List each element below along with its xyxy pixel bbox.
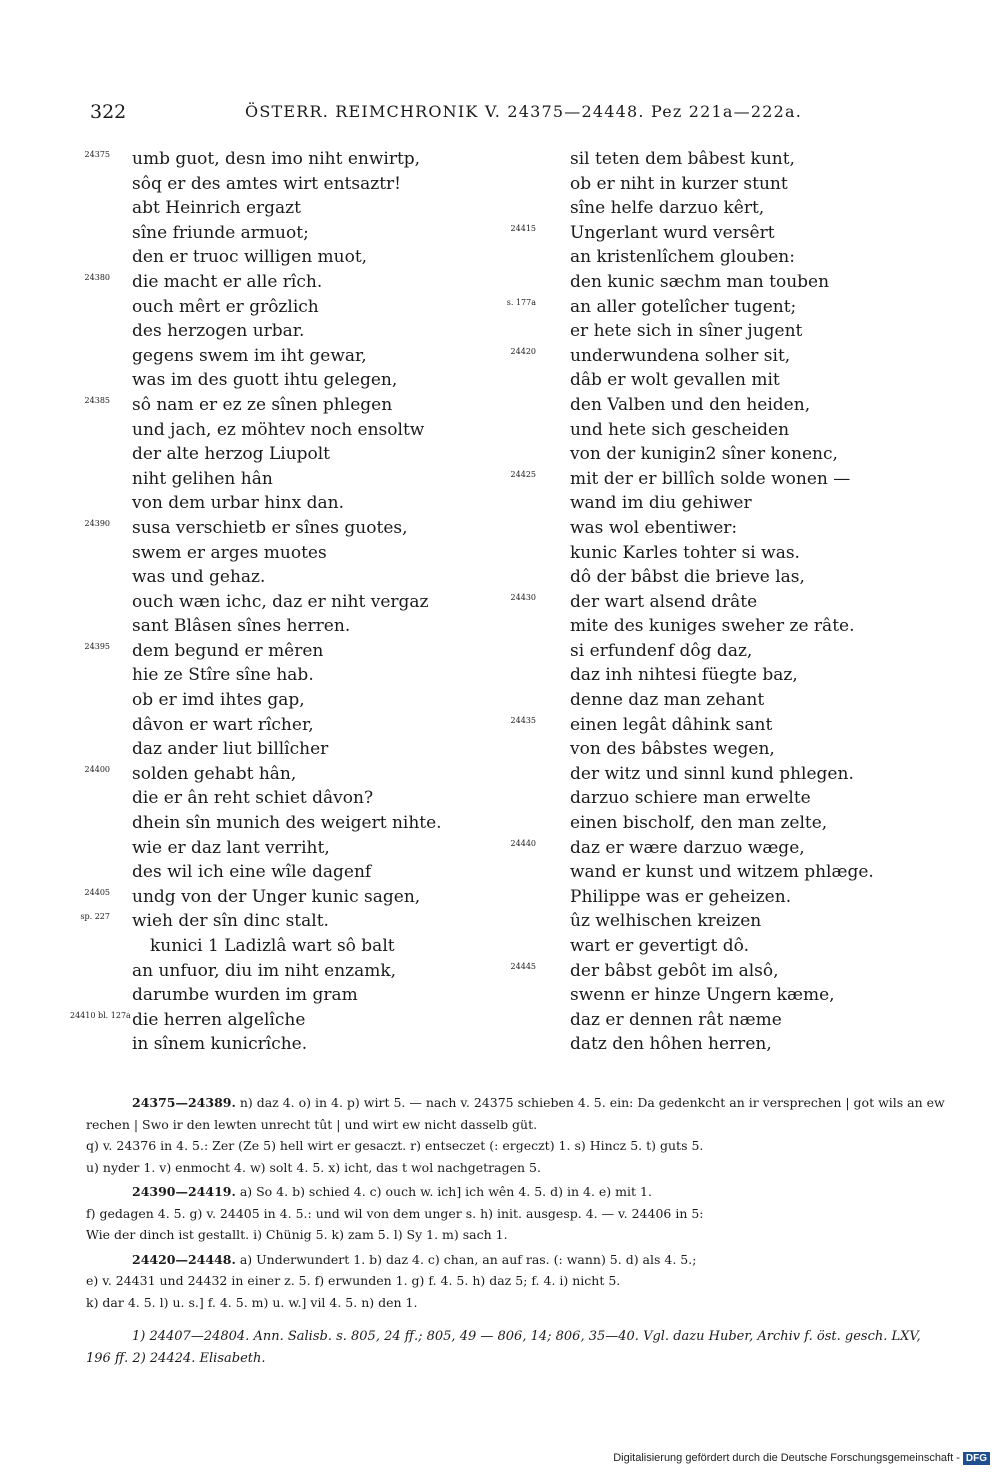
apparatus-line — [86, 1135, 948, 1157]
verse-line — [84, 516, 480, 541]
verse-line — [532, 786, 912, 811]
verse-text: sô nam er ez ze sînen phlegen — [132, 394, 393, 415]
line-number: 24410 bl. 127a — [70, 1010, 131, 1020]
verse-text: was im des guott ihtu gelegen, — [132, 370, 398, 391]
verse-text: in sînem kunicrîche. — [132, 1034, 308, 1055]
running-title: ÖSTERR. REIMCHRONIK V. 24375—24448. Pez 221a—222a. — [245, 102, 803, 121]
verse-line — [510, 344, 912, 369]
verse-line — [90, 836, 480, 861]
verse-line — [90, 418, 480, 443]
verse-line — [532, 516, 912, 541]
verse-line — [90, 737, 480, 762]
verse-line — [84, 762, 480, 787]
verse-text: undg von der Unger kunic sagen, — [132, 886, 421, 907]
verse-line — [532, 172, 912, 197]
verse-text: an unfuor, diu im niht enzamk, — [132, 960, 397, 981]
verse-text: dô der bâbst die brieve las, — [570, 567, 805, 588]
verse-text: daz inh nihtesi füegte baz, — [570, 665, 798, 686]
verse-text: die er ân reht schiet dâvon? — [132, 788, 374, 809]
verse-line — [532, 368, 912, 393]
verse-text: den er truoc willigen muot, — [132, 247, 368, 268]
line-number: 24385 — [84, 395, 110, 405]
verse-line — [510, 959, 912, 984]
verse-text: dâb er wolt gevallen mit — [570, 370, 780, 391]
verse-line — [532, 565, 912, 590]
verse-line — [90, 983, 480, 1008]
line-number: 24445 — [510, 961, 536, 971]
verse-text: ouch mêrt er grôzlich — [132, 296, 319, 317]
verse-text: kunici 1 Ladizlâ wart sô balt — [150, 936, 395, 956]
verse-line — [90, 713, 480, 738]
verse-line — [90, 467, 480, 492]
verse-line — [532, 442, 912, 467]
right-verse-column — [506, 147, 912, 1057]
verse-text: Ungerlant wurd versêrt — [570, 222, 775, 243]
verse-text: was wol ebentiwer: — [570, 517, 738, 538]
verse-line — [532, 1008, 912, 1033]
line-number: 24375 — [84, 150, 110, 159]
verse-text: darumbe wurden im gram — [132, 985, 358, 1006]
verse-line — [532, 245, 912, 270]
verse-text: denne daz man zehant — [570, 690, 765, 711]
verse-line — [532, 983, 912, 1008]
verse-line — [532, 860, 912, 885]
verse-text: sîne helfe darzuo kêrt, — [570, 198, 765, 219]
verse-line — [90, 541, 480, 566]
verse-line — [532, 1032, 912, 1057]
line-number: s. 177a — [506, 297, 536, 307]
verse-text: wieh der sîn dinc stalt. — [132, 911, 329, 932]
verse-text: gegens swem im iht gewar, — [132, 345, 367, 366]
verse-text: daz er wære darzuo wæge, — [570, 837, 805, 858]
verse-line — [532, 909, 912, 934]
line-number: 24400 — [84, 764, 110, 774]
footnote-text: 1) 24407—24804. Ann. Salisb. s. 805, 24 ff.; 805, 49 — 806, 14; 806, 35—40. Vgl. dazu Huber, Archiv f. öst. gesch. LXV, 196 ff. 2) 24424. Elisabeth. — [86, 1329, 921, 1366]
line-number: 24420 — [510, 346, 536, 356]
verse-line — [90, 590, 480, 615]
verse-text: an kristenlîchem glouben: — [570, 247, 795, 268]
verse-text: mite des kuniges sweher ze râte. — [570, 616, 855, 637]
verse-line — [90, 688, 480, 713]
verse-text: darzuo schiere man erwelte — [570, 788, 811, 809]
apparatus-text: n) daz 4. o) in 4. p) wirt 5. — nach v. 24375 schieben 4. 5. ein: Da gedenkcht an ir versprechen | got wils an ew rechen | Swo ir den lewten unrecht tût | und wirt ew nicht dasselb güt. — [86, 1095, 945, 1132]
verse-line — [510, 590, 912, 615]
verse-text: susa verschietb er sînes guotes, — [132, 517, 408, 538]
apparatus-text: k) dar 4. 5. l) u. s.] f. 4. 5. m) u. w.] vil 4. 5. n) den 1. — [86, 1294, 418, 1310]
line-number: 24435 — [510, 715, 536, 725]
verse-text: der bâbst gebôt im alsô, — [570, 960, 779, 981]
apparatus-group — [86, 1181, 948, 1246]
verse-text: der wart alsend drâte — [570, 591, 758, 612]
footnotes — [86, 1326, 948, 1369]
verse-line — [506, 295, 912, 320]
page-number: 322 — [90, 101, 127, 123]
apparatus-line — [86, 1270, 948, 1292]
verse-line — [90, 860, 480, 885]
verse-text: ouch wæn ichc, daz er niht vergaz — [132, 591, 429, 612]
critical-apparatus — [86, 1092, 948, 1313]
line-number: 24415 — [510, 223, 536, 233]
verse-text: sôq er des amtes wirt entsaztr! — [132, 173, 401, 194]
line-number: 24430 — [510, 592, 536, 602]
verse-line — [532, 885, 912, 910]
verse-text: wie er daz lant verriht, — [132, 837, 330, 858]
verse-text: einen bischolf, den man zelte, — [570, 813, 828, 834]
dfg-logo-icon: DFG — [963, 1452, 990, 1465]
verse-line — [90, 221, 480, 246]
apparatus-text: f) gedagen 4. 5. g) v. 24405 in 4. 5.: und wil von dem unger s. h) init. ausgesp. 4. — v. 24406 in 5: — [86, 1205, 704, 1221]
verse-line — [84, 270, 480, 295]
verse-text: einen legât dâhink sant — [570, 714, 773, 735]
verse-text: si erfundenf dôg daz, — [570, 640, 753, 661]
verse-text: des herzogen urbar. — [132, 321, 305, 342]
verse-text: die macht er alle rîch. — [132, 271, 323, 292]
verse-text: den kunic sæchm man touben — [570, 271, 830, 292]
verse-line — [510, 221, 912, 246]
verse-line — [90, 1032, 480, 1057]
verse-text: Philippe was er geheizen. — [570, 886, 792, 907]
verse-line — [532, 811, 912, 836]
verse-line — [84, 639, 480, 664]
verse-text: und jach, ez möhtev noch ensoltw — [132, 419, 425, 440]
verse-line — [532, 270, 912, 295]
apparatus-line — [86, 1092, 948, 1135]
verse-text: sîne friunde armuot; — [132, 222, 309, 243]
verse-line — [532, 418, 912, 443]
apparatus-range: 24390—24419. — [132, 1184, 236, 1199]
verse-text: ob er imd ihtes gap, — [132, 690, 305, 711]
verse-text: von der kunigin2 sîner konenc, — [570, 444, 838, 465]
verse-line — [532, 762, 912, 787]
line-number: 24425 — [510, 469, 536, 479]
apparatus-line — [86, 1157, 948, 1179]
verse-text: der witz und sinnl kund phlegen. — [570, 763, 854, 784]
apparatus-text: a) Underwundert 1. b) daz 4. c) chan, an auf ras. (: wann) 5. d) als 4. 5.; — [239, 1251, 697, 1267]
verse-line — [90, 368, 480, 393]
verse-text: ûz welhischen kreizen — [570, 911, 762, 932]
verse-line — [90, 934, 480, 959]
verse-line — [510, 713, 912, 738]
verse-text: sant Blâsen sînes herren. — [132, 616, 351, 637]
verse-line — [84, 393, 480, 418]
verse-text: an aller gotelîcher tugent; — [570, 296, 797, 317]
apparatus-range: 24420—24448. — [132, 1251, 236, 1267]
verse-line — [80, 909, 480, 934]
verse-text: wand im diu gehiwer — [570, 493, 752, 514]
verse-line — [532, 688, 912, 713]
verse-text: wart er gevertigt dô. — [570, 936, 749, 956]
line-number: 24380 — [84, 272, 110, 282]
apparatus-text: q) v. 24376 in 4. 5.: Zer (Ze 5) hell wirt er gesaczt. r) entseczet (: ergeczt) 1. s) Hincz 5. t) guts 5. — [86, 1138, 704, 1153]
verse-text: kunic Karles tohter si was. — [570, 542, 800, 563]
verse-text: hie ze Stîre sîne hab. — [132, 665, 314, 686]
verse-line — [90, 663, 480, 688]
apparatus-text: a) So 4. b) schied 4. c) ouch w. ich] ich wên 4. 5. d) in 4. e) mit 1. — [239, 1184, 652, 1199]
apparatus-group — [86, 1092, 948, 1178]
line-number: sp. 227 — [80, 912, 110, 922]
verse-line — [532, 319, 912, 344]
verse-text: solden gehabt hân, — [132, 763, 297, 784]
apparatus-text: Wie der dinch ist gestallt. i) Chünig 5. k) zam 5. l) Sy 1. m) sach 1. — [86, 1227, 508, 1242]
verse-text: daz ander liut billîcher — [132, 739, 329, 760]
apparatus-line — [86, 1203, 948, 1225]
verse-line — [532, 934, 912, 959]
verse-text: von dem urbar hinx dan. — [132, 493, 344, 514]
verse-line — [90, 565, 480, 590]
verse-text: datz den hôhen herren, — [570, 1034, 772, 1055]
verse-line — [90, 786, 480, 811]
verse-text: die herren algelîche — [132, 1009, 306, 1030]
dfg-credit — [613, 1452, 990, 1465]
verse-line — [532, 491, 912, 516]
verse-line — [84, 885, 480, 910]
verse-line — [90, 196, 480, 221]
verse-line — [90, 319, 480, 344]
verse-line — [532, 614, 912, 639]
verse-line — [532, 639, 912, 664]
verse-line — [532, 196, 912, 221]
verse-text: der alte herzog Liupolt — [132, 444, 331, 465]
apparatus-text: e) v. 24431 und 24432 in einer z. 5. f) erwunden 1. g) f. 4. 5. h) daz 5; f. 4. i) nicht 5. — [86, 1273, 621, 1288]
apparatus-line — [86, 1224, 948, 1246]
verse-text: was und gehaz. — [132, 567, 266, 588]
verse-line — [70, 1008, 480, 1033]
verse-text: sil teten dem bâbest kunt, — [570, 149, 795, 169]
page-header — [90, 101, 810, 129]
verse-text: ob er niht in kurzer stunt — [570, 173, 788, 194]
verse-text: dem begund er mêren — [132, 640, 324, 661]
verse-text: wand er kunst und witzem phlæge. — [570, 862, 874, 883]
apparatus-group — [86, 1249, 948, 1314]
verse-line — [84, 147, 480, 172]
verse-text: swenn er hinze Ungern kæme, — [570, 985, 835, 1006]
left-verse-column — [70, 147, 480, 1057]
verse-line — [90, 344, 480, 369]
apparatus-text: u) nyder 1. v) enmocht 4. w) solt 4. 5. x) icht, das t wol nachgetragen 5. — [86, 1159, 541, 1175]
verse-line — [90, 614, 480, 639]
verse-line — [90, 172, 480, 197]
verse-text: den Valben und den heiden, — [570, 394, 811, 415]
verse-line — [90, 959, 480, 984]
dfg-credit-text: Digitalisierung gefördert durch die Deutsche Forschungsgemeinschaft - — [613, 1452, 960, 1464]
verse-text: niht gelihen hân — [132, 468, 273, 489]
apparatus-range: 24375—24389. — [132, 1095, 236, 1110]
line-number: 24395 — [84, 641, 110, 651]
verse-text: underwundena solher sit, — [570, 345, 791, 366]
verse-text: dhein sîn munich des weigert nihte. — [132, 813, 442, 834]
verse-line — [532, 147, 912, 172]
verse-text: und hete sich gescheiden — [570, 419, 790, 440]
verse-text: daz er dennen rât næme — [570, 1009, 782, 1030]
verse-text: abt Heinrich ergazt — [132, 198, 301, 219]
verse-text: mit der er billîch solde wonen — — [570, 468, 851, 489]
verse-text: des wil ich eine wîle dagenf — [132, 862, 372, 883]
verse-line — [90, 245, 480, 270]
apparatus-line — [86, 1249, 948, 1271]
verse-line — [532, 393, 912, 418]
verse-text: umb guot, desn imo niht enwirtp, — [132, 149, 421, 169]
line-number: 24440 — [510, 838, 536, 848]
apparatus-line — [86, 1292, 948, 1314]
verse-line — [532, 541, 912, 566]
apparatus-line — [86, 1181, 948, 1203]
verse-line — [532, 663, 912, 688]
verse-line — [90, 295, 480, 320]
verse-line — [90, 491, 480, 516]
verse-text: dâvon er wart rîcher, — [132, 714, 314, 735]
line-number: 24390 — [84, 518, 110, 528]
verse-line — [90, 442, 480, 467]
verse-line — [532, 737, 912, 762]
verse-line — [510, 836, 912, 861]
verse-line — [510, 467, 912, 492]
verse-text: er hete sich in sîner jugent — [570, 321, 803, 342]
line-number: 24405 — [84, 887, 110, 897]
verse-text: von des bâbstes wegen, — [570, 739, 775, 760]
verse-text: swem er arges muotes — [132, 542, 327, 563]
verse-line — [90, 811, 480, 836]
